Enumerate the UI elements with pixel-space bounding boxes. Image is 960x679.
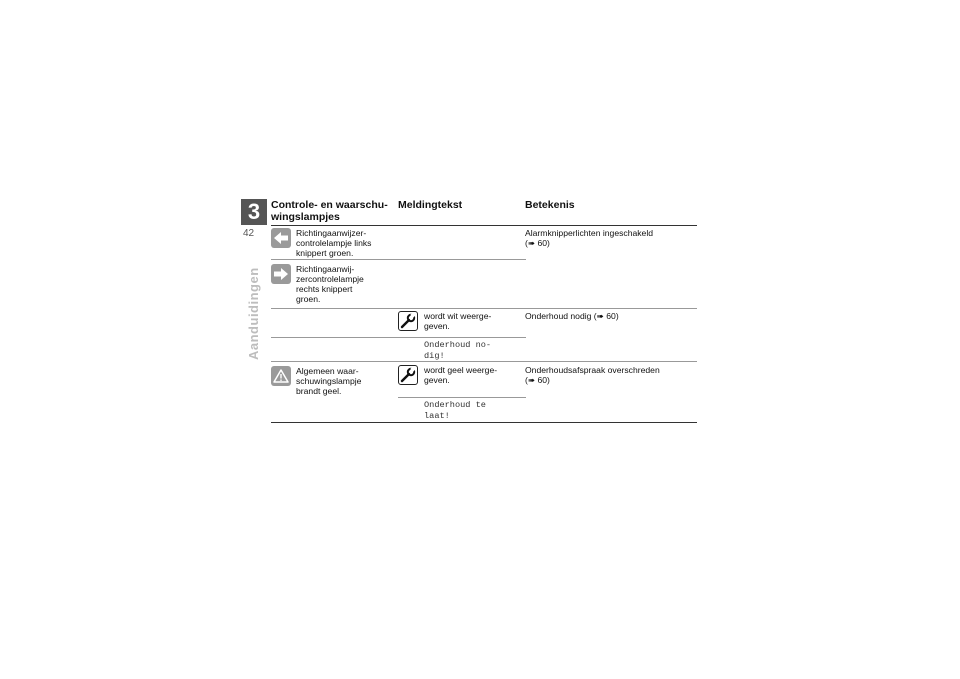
row4-meaning: Onderhoudsafspraak overschreden (➠ 60) [525, 365, 660, 385]
row3-display-text: Onderhoud no- dig! [424, 340, 492, 361]
row3-message: wordt wit weerge- geven. [424, 311, 492, 331]
page-number: 42 [243, 228, 255, 239]
row2-lamp-text: Richtingaanwij- zercontrolelampje rechts knippert groen. [296, 264, 364, 304]
row4-message: wordt geel weerge- geven. [424, 365, 498, 385]
header-divider [271, 225, 697, 226]
chapter-number: 3 [241, 199, 267, 225]
section-side-label: Aanduidingen [246, 267, 261, 360]
row1-meaning: Alarmknipperlichten ingeschakeld (➠ 60) [525, 228, 654, 248]
header-message: Meldingtekst [398, 199, 463, 211]
row1-divider [271, 259, 526, 260]
row3-meaning: Onderhoud nodig (➠ 60) [525, 311, 619, 321]
row4-display-text: Onderhoud te laat! [424, 400, 486, 421]
header-lamps: Controle- en waarschu- wingslampjes [271, 199, 388, 223]
table-bottom-rule [271, 422, 697, 423]
warning-triangle-icon [271, 366, 291, 386]
row3-divider [271, 361, 697, 362]
row2-divider [271, 308, 697, 309]
wrench-icon [398, 365, 418, 385]
turn-right-icon [271, 264, 291, 284]
row4-lamp-text: Algemeen waar- schuwingslampje brandt geel. [296, 366, 362, 396]
row4-subdivider [398, 397, 526, 398]
wrench-icon [398, 311, 418, 331]
row1-lamp-text: Richtingaanwijzer- controlelampje links knippert groen. [296, 228, 372, 258]
turn-left-icon [271, 228, 291, 248]
header-meaning: Betekenis [525, 199, 575, 211]
row3-subdivider [271, 337, 526, 338]
